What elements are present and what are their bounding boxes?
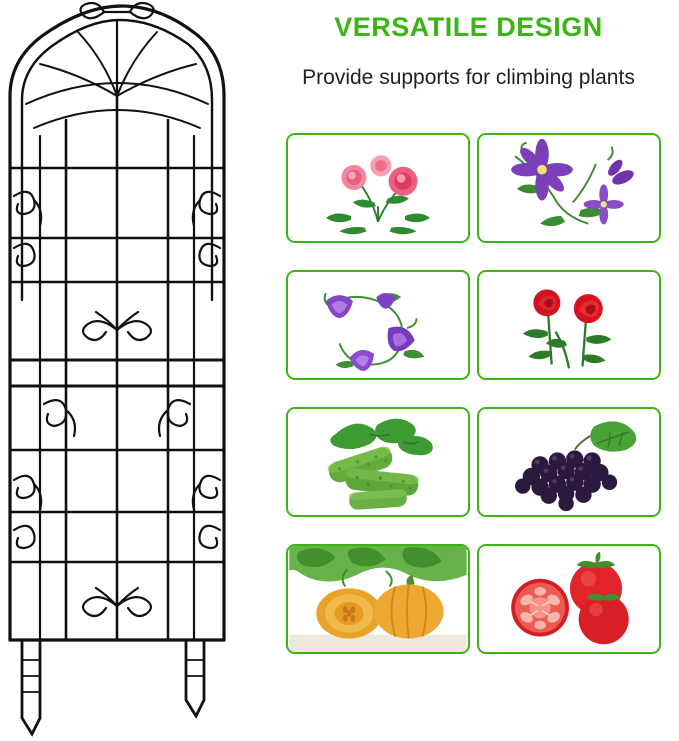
gallery-item-grapes [477,407,661,517]
pink-roses-image [288,135,468,241]
grapes-image [479,409,659,515]
text-and-gallery-pane [258,0,679,741]
cucumbers-image [288,409,468,515]
plant-gallery-grid [286,133,661,654]
red-roses-image [479,272,659,378]
gallery-item-cucumbers [286,407,470,517]
gallery-item-purple-clematis [477,133,661,243]
subheadline: Provide supports for climbing plants [302,66,635,89]
gallery-item-pink-roses [286,133,470,243]
tomatoes-image [479,546,659,652]
pumpkins-image [288,546,468,652]
product-illustration [0,0,258,741]
gallery-item-pumpkins [286,544,470,654]
headline: VERSATILE DESIGN [334,12,603,42]
gallery-item-red-roses [477,270,661,380]
gallery-item-tomatoes [477,544,661,654]
gallery-item-morning-glory [286,270,470,380]
purple-clematis-image [479,135,659,241]
trellis-drawing [0,0,258,741]
morning-glory-image [288,272,468,378]
